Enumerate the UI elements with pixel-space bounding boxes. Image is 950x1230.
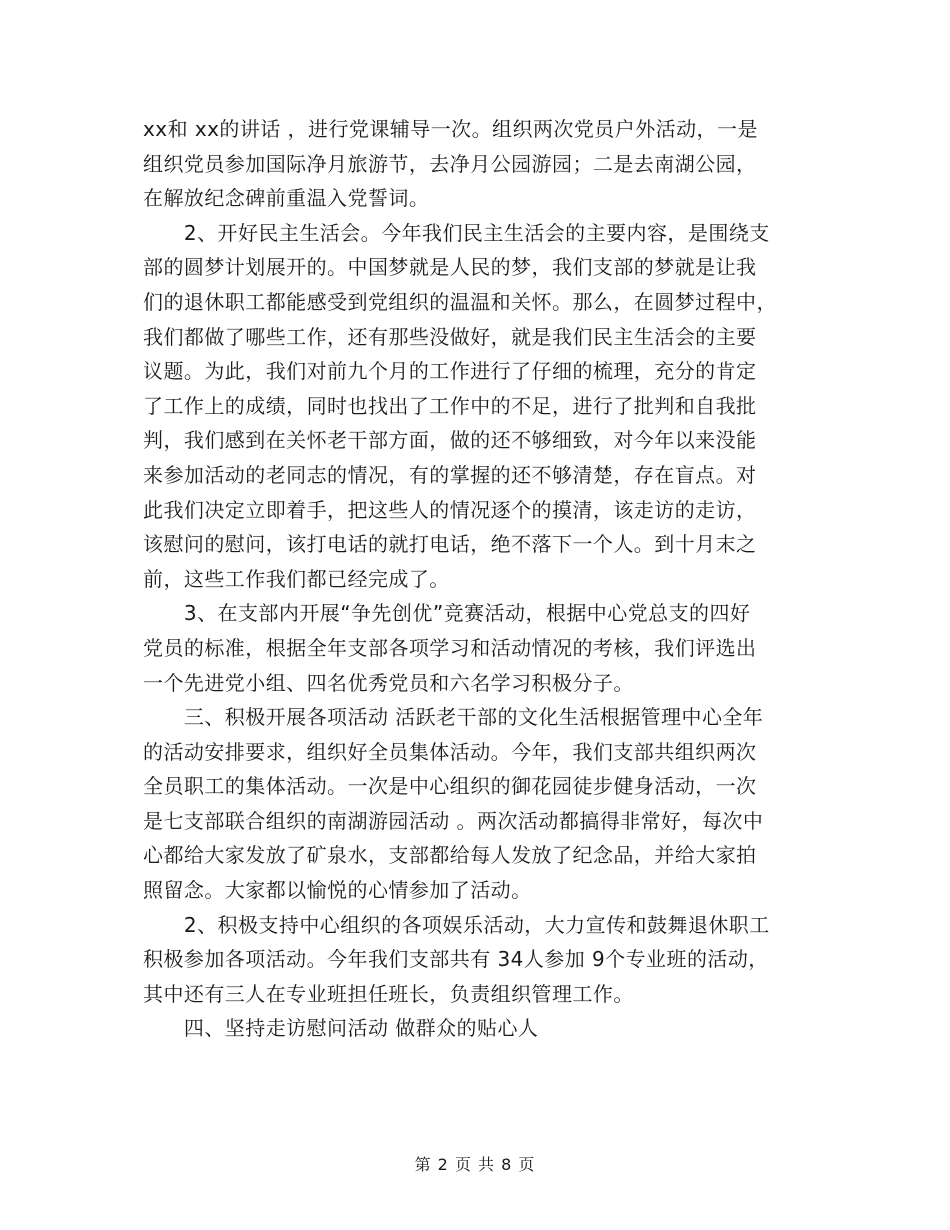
text-line: 此我们决定立即着手，把这些人的情况逐个的摸清，该走访的走访， — [143, 497, 757, 522]
text-line: 照留念。大家都以愉悦的心情参加了活动。 — [143, 878, 532, 903]
text-line: 前，这些工作我们都已经完成了。 — [143, 566, 450, 591]
text-line: 三、积极开展各项活动 活跃老干部的文化生活根据管理中心全年 — [143, 705, 764, 730]
text-line: 其中还有三人在专业班担任班长，负责组织管理工作。 — [143, 981, 634, 1006]
text-line: xx和 xx的讲话 ，进行党课辅导一次。组织两次党员户外活动，一是 — [143, 117, 758, 141]
text-line: 心都给大家发放了矿泉水，支部都给每人发放了纪念品，并给大家拍 — [143, 843, 757, 868]
page-number-label: 第 2 页 共 8 页 — [414, 1155, 536, 1174]
text-line: 2、积极支持中心组织的各项娱乐活动，大力宣传和鼓舞退休职工 — [143, 912, 770, 937]
text-line: 党员的标准，根据全年支部各项学习和活动情况的考核，我们评选出 — [143, 635, 757, 660]
text-line: 我们都做了哪些工作，还有那些没做好，就是我们民主生活会的主要 — [143, 324, 757, 349]
text-line: 一个先进党小组、四名优秀党员和六名学习积极分子。 — [143, 670, 634, 695]
text-line: 议题。为此，我们对前九个月的工作进行了仔细的梳理，充分的肯定 — [143, 359, 757, 384]
text-line: 2、开好民主生活会。今年我们民主生活会的主要内容，是围绕支 — [143, 220, 770, 245]
text-line: 积极参加各项活动。今年我们支部共有 34人参加 9个专业班的活动， — [143, 947, 769, 972]
document-body — [143, 112, 811, 1046]
page-footer — [0, 1153, 950, 1177]
text-line: 了工作上的成绩，同时也找出了工作中的不足，进行了批判和自我批 — [143, 393, 757, 418]
text-line: 四、坚持走访慰问活动 做群众的贴心人 — [143, 1016, 539, 1041]
text-line: 组织党员参加国际净月旅游节，去净月公园游园；二是去南湖公园， — [143, 151, 757, 176]
text-line: 3、在支部内开展“争先创优”竞赛活动，根据中心党总支的四好 — [143, 601, 751, 626]
text-line: 来参加活动的老同志的情况，有的掌握的还不够清楚，存在盲点。对 — [143, 462, 757, 487]
text-line: 是七支部联合组织的南湖游园活动 。两次活动都搞得非常好，每次中 — [143, 808, 764, 833]
text-line: 部的圆梦计划展开的。中国梦就是人民的梦，我们支部的梦就是让我 — [143, 255, 757, 280]
text-line: 该慰问的慰问，该打电话的就打电话，绝不落下一个人。到十月末之 — [143, 532, 757, 557]
text-line: 判，我们感到在关怀老干部方面，做的还不够细致，对今年以来没能 — [143, 428, 757, 453]
text-line: 全员职工的集体活动。一次是中心组织的御花园徒步健身活动，一次 — [143, 774, 757, 799]
text-line: 们的退休职工都能感受到党组织的温温和关怀。那么，在圆梦过程中， — [143, 289, 777, 314]
text-line: 的活动安排要求，组织好全员集体活动。今年，我们支部共组织两次 — [143, 739, 757, 764]
text-line: 在解放纪念碑前重温入党誓词。 — [143, 186, 430, 211]
